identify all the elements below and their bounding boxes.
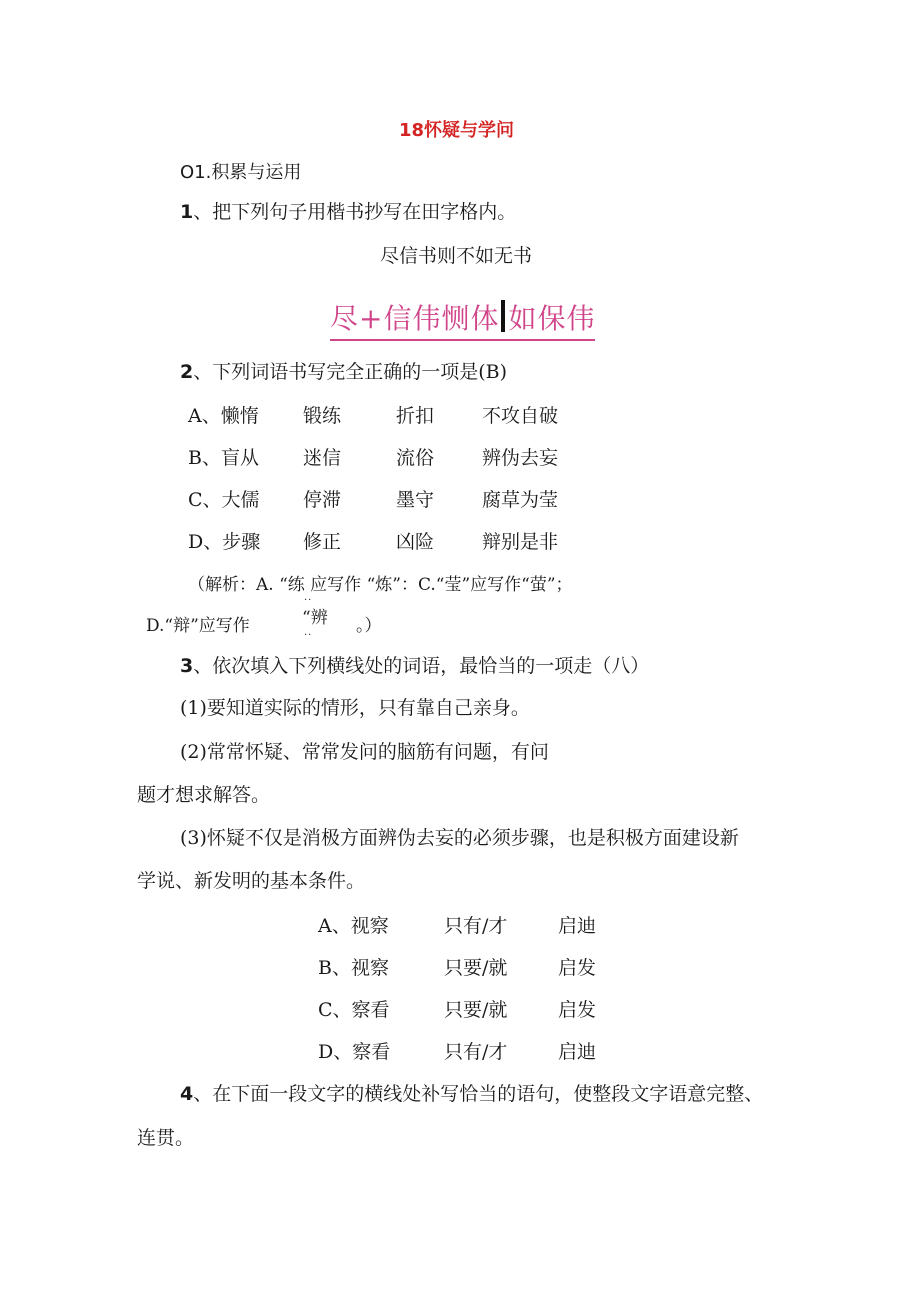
section-heading: O1.积累与运用 (180, 162, 302, 183)
q2-option-d-label: D、步骤 (188, 531, 261, 553)
q2-analysis-line2-quote: “辨 (302, 608, 328, 628)
q2-option-b-word1: 迷信 (303, 447, 342, 469)
q3-item-1: (1)要知道实际的情形，只有靠自己亲身。 (180, 697, 530, 719)
q3-option-a-word2: 启迪 (558, 915, 597, 937)
q2-option-b-word2: 流俗 (396, 447, 435, 469)
q2-analysis-line2-start: D.“辩”应写作 (146, 616, 250, 636)
q3-option-c-label: C、察看 (318, 999, 390, 1021)
question-4-number: 4 (180, 1083, 194, 1105)
q2-option-c-word3: 腐草为莹 (482, 489, 559, 511)
emphasis-dots-bottom: .. (304, 627, 313, 638)
question-3-number: 3 (180, 655, 194, 677)
q2-option-c-label: C、大儒 (188, 489, 260, 511)
q3-option-a-label: A、视察 (318, 915, 389, 937)
q2-option-a-label: A、懒惰 (188, 405, 259, 427)
page-title: 18怀疑与学问 (399, 120, 515, 141)
question-2-text: 、下列词语书写完全正确的一项是(B) (193, 361, 508, 383)
q3-item-2b: 题才想求解答。 (137, 784, 271, 806)
q3-item-3a: (3)怀疑不仅是消极方面辨伪去妄的必须步骤，也是积极方面建设新 (180, 827, 739, 849)
q3-option-c-word2: 启发 (558, 999, 597, 1021)
q2-analysis-line1: （解析：A. “练 应写作 “炼”：C.“莹”应写作“萤”； (188, 575, 573, 595)
q3-option-c-word1: 只要/就 (444, 999, 508, 1021)
q2-option-d-word3: 辩别是非 (482, 531, 559, 553)
q3-item-2a: (2)常常怀疑、常常发问的脑筋有问题，有问 (180, 741, 549, 763)
question-4-text-continued: 连贯。 (137, 1127, 195, 1149)
question-4-text: 、在下面一段文字的横线处补写恰当的语句，使整段文字语意完整、 (193, 1083, 764, 1105)
q2-analysis-line2-end: 。） (356, 616, 382, 636)
q3-option-b-word2: 启发 (558, 957, 597, 979)
question-3-text: 、依次填入下列横线处的词语，最恰当的一项走（八） (193, 655, 650, 677)
q3-option-d-word1: 只有/才 (444, 1041, 508, 1063)
q2-option-a-word2: 折扣 (396, 405, 435, 427)
q2-option-b-label: B、盲从 (188, 447, 259, 469)
q2-option-c-word2: 墨守 (396, 489, 435, 511)
q3-item-3b: 学说、新发明的基本条件。 (137, 870, 366, 892)
q3-option-b-word1: 只要/就 (444, 957, 508, 979)
question-1-sentence: 尽信书则不如无书 (380, 245, 533, 267)
q2-option-a-word1: 锻练 (303, 405, 342, 427)
q2-option-d-word1: 修正 (303, 531, 342, 553)
q3-option-a-word1: 只有/才 (444, 915, 508, 937)
q2-option-b-word3: 辨伪去妄 (482, 447, 559, 469)
q2-option-a-word3: 不攻自破 (482, 405, 559, 427)
text-cursor-icon (501, 300, 505, 332)
q3-option-b-label: B、视察 (318, 957, 389, 979)
question-3 (180, 654, 649, 678)
calligraphy-right: 如保伟 (508, 302, 596, 335)
q3-option-d-label: D、察看 (318, 1041, 391, 1063)
question-2 (180, 360, 507, 384)
question-1-text: 、把下列句子用楷书抄写在田字格内。 (193, 201, 517, 223)
question-1-number: 1 (180, 201, 194, 223)
question-1 (180, 200, 516, 224)
question-2-number: 2 (180, 361, 194, 383)
question-4 (180, 1082, 763, 1106)
emphasis-dots-top: .. (304, 592, 313, 603)
handwritten-calligraphy (330, 300, 595, 341)
q2-option-d-word2: 凶险 (396, 531, 435, 553)
calligraphy-left: 尽+信伟恻体 (330, 302, 500, 335)
q3-option-d-word2: 启迪 (558, 1041, 597, 1063)
q2-option-c-word1: 停滞 (303, 489, 342, 511)
